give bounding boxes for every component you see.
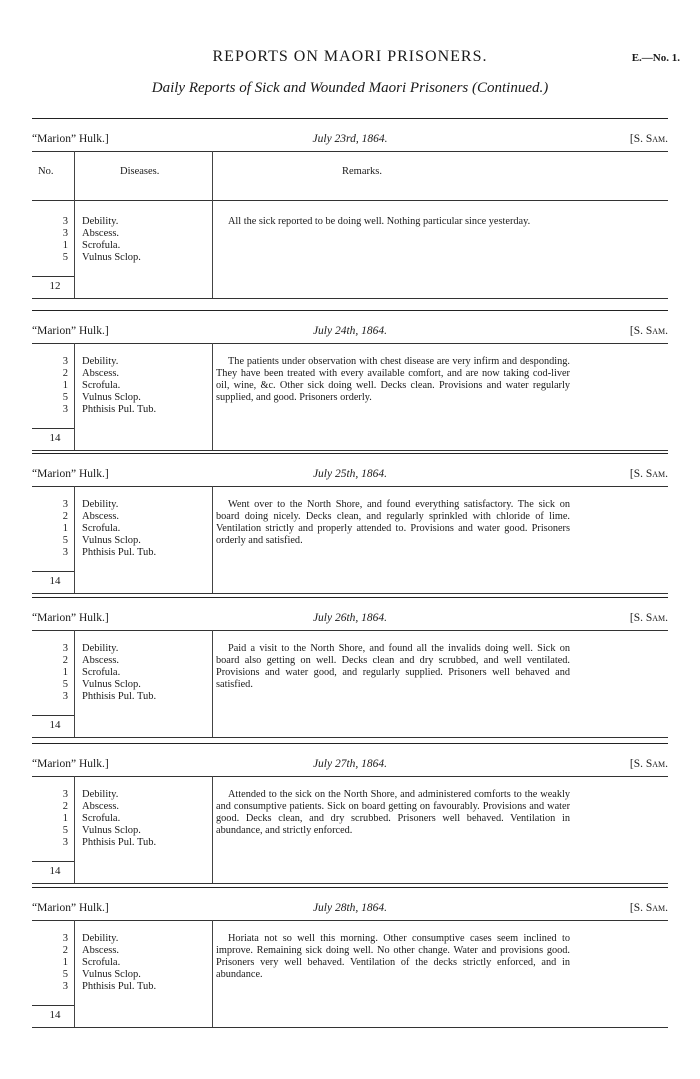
report-location: “Marion” Hulk.]	[32, 325, 109, 337]
disease-name: Vulnus Sclop.	[82, 252, 141, 263]
disease-count: 1	[62, 813, 68, 824]
column-header-remarks: Remarks.	[342, 166, 382, 177]
column-divider-diseases	[212, 776, 213, 883]
column-divider-no	[74, 200, 75, 298]
page-subtitle: Daily Reports of Sick and Wounded Maori Prisoners (Continued.)	[151, 80, 549, 96]
total-count: 12	[49, 280, 61, 292]
report-location: “Marion” Hulk.]	[32, 758, 109, 770]
disease-name: Debility.	[82, 356, 119, 367]
total-count: 14	[49, 1009, 61, 1021]
disease-count: 2	[62, 511, 68, 522]
report-remarks: Went over to the North Shore, and found everything satisfactory. The sick on board doing nicely. Decks clean, and regularly sprinkled with chloride of lime. Ventilation strictly and properly attended to. Provisions and water good. Prisoners orderly and satisfied.	[216, 499, 570, 546]
section-bottom-rule	[32, 450, 668, 451]
column-divider-diseases	[212, 920, 213, 1027]
header-rule	[32, 920, 668, 921]
report-date: July 24th, 1864.	[312, 325, 388, 337]
disease-count: 2	[62, 945, 68, 956]
disease-name: Debility.	[82, 789, 119, 800]
disease-counts	[42, 933, 68, 993]
report-date: July 23rd, 1864.	[312, 133, 388, 145]
disease-count: 1	[62, 957, 68, 968]
report-signature: [S. Sam.	[629, 612, 668, 624]
report-signature: [S. Sam.	[629, 133, 668, 145]
disease-name: Phthisis Pul. Tub.	[82, 691, 157, 702]
disease-count: 3	[62, 216, 68, 227]
disease-name: Scrofula.	[82, 380, 121, 391]
disease-name: Abscess.	[82, 655, 120, 666]
report-location: “Marion” Hulk.]	[32, 612, 109, 624]
column-divider-no-head	[74, 151, 75, 200]
section-top-rule	[32, 743, 668, 744]
disease-name: Debility.	[82, 643, 119, 654]
disease-count: 3	[62, 356, 68, 367]
report-remarks: All the sick reported to be doing well. Nothing particular since yesterday.	[228, 216, 531, 227]
total-count: 14	[49, 575, 61, 587]
section-top-rule	[32, 310, 668, 311]
disease-name: Debility.	[82, 933, 119, 944]
disease-count: 2	[62, 801, 68, 812]
total-count: 14	[49, 432, 61, 444]
disease-count: 3	[62, 547, 68, 558]
disease-count: 3	[62, 643, 68, 654]
report-date: July 25th, 1864.	[312, 468, 388, 480]
disease-counts	[42, 356, 68, 416]
page-title: REPORTS ON MAORI PRISONERS.	[212, 48, 488, 65]
disease-count: 3	[62, 933, 68, 944]
header-rule	[32, 151, 668, 152]
total-rule	[32, 428, 74, 429]
total-rule	[32, 715, 74, 716]
report-remarks: The patients under observation with chest disease are very infirm and desponding. They have been treated with every available comfort, and are now taking cod-liver oil, wine, &c. Other sick doing well. Decks clean. Provisions and water regularly supplied, and good. Prisoners orderly.	[216, 356, 570, 403]
disease-count: 2	[62, 368, 68, 379]
section-top-rule	[32, 118, 668, 119]
section-bottom-rule	[32, 883, 668, 884]
report-date: July 27th, 1864.	[312, 758, 388, 770]
disease-name: Vulnus Sclop.	[82, 679, 141, 690]
column-divider-no	[74, 486, 75, 593]
disease-name: Vulnus Sclop.	[82, 392, 141, 403]
disease-count: 5	[62, 679, 68, 690]
disease-count: 3	[62, 981, 68, 992]
column-header-diseases: Diseases.	[120, 166, 160, 177]
disease-list	[82, 789, 156, 849]
report-signature: [S. Sam.	[629, 468, 668, 480]
disease-name: Debility.	[82, 216, 119, 227]
disease-count: 5	[62, 969, 68, 980]
disease-name: Phthisis Pul. Tub.	[82, 981, 157, 992]
disease-name: Vulnus Sclop.	[82, 825, 141, 836]
disease-count: 3	[62, 691, 68, 702]
disease-name: Phthisis Pul. Tub.	[82, 837, 157, 848]
disease-name: Scrofula.	[82, 667, 121, 678]
section-bottom-rule	[32, 737, 668, 738]
report-remarks: Horiata not so well this morning. Other consumptive cases seem inclined to improve. Remaining sick doing well. No other change. Water and provisions good. Prisoners very well behaved. Ventilation of the decks strictly enforced, and in abundance.	[216, 933, 570, 980]
section-bottom-rule	[32, 1027, 668, 1028]
disease-name: Phthisis Pul. Tub.	[82, 547, 157, 558]
disease-list	[82, 356, 156, 416]
disease-count: 2	[62, 655, 68, 666]
report-date: July 26th, 1864.	[312, 612, 388, 624]
disease-name: Abscess.	[82, 511, 120, 522]
disease-counts	[42, 643, 68, 703]
report-remarks: Paid a visit to the North Shore, and found all the invalids doing well. Sick on board also getting on well. Decks clean and dry scrubbed, and well ventilated. Provisions and water good, and regularly supplied. Prisoners well behaved and satisfied.	[216, 643, 570, 690]
header-rule	[32, 630, 668, 631]
section-top-rule	[32, 597, 668, 598]
column-header-no: No.	[38, 166, 54, 177]
column-divider-no	[74, 776, 75, 883]
disease-name: Vulnus Sclop.	[82, 535, 141, 546]
disease-count: 3	[62, 228, 68, 239]
total-rule	[32, 571, 74, 572]
disease-counts	[42, 789, 68, 849]
disease-name: Vulnus Sclop.	[82, 969, 141, 980]
disease-count: 1	[62, 380, 68, 391]
disease-name: Debility.	[82, 499, 119, 510]
disease-count: 5	[62, 392, 68, 403]
report-signature: [S. Sam.	[629, 902, 668, 914]
total-rule	[32, 276, 74, 277]
disease-counts	[42, 216, 68, 264]
disease-count: 5	[62, 825, 68, 836]
disease-name: Phthisis Pul. Tub.	[82, 404, 157, 415]
disease-count: 1	[62, 240, 68, 251]
disease-list	[82, 643, 156, 703]
header-rule	[32, 343, 668, 344]
report-location: “Marion” Hulk.]	[32, 468, 109, 480]
disease-list	[82, 499, 156, 559]
disease-name: Scrofula.	[82, 813, 121, 824]
disease-name: Abscess.	[82, 228, 120, 239]
header-rule	[32, 776, 668, 777]
disease-name: Scrofula.	[82, 240, 121, 251]
section-top-rule	[32, 453, 668, 454]
disease-name: Abscess.	[82, 368, 120, 379]
document-code: E.—No. 1.	[631, 52, 680, 64]
section-bottom-rule	[32, 593, 668, 594]
disease-name: Abscess.	[82, 801, 120, 812]
disease-name: Abscess.	[82, 945, 120, 956]
report-date: July 28th, 1864.	[312, 902, 388, 914]
disease-name: Scrofula.	[82, 957, 121, 968]
report-signature: [S. Sam.	[629, 325, 668, 337]
column-divider-no	[74, 920, 75, 1027]
disease-count: 1	[62, 667, 68, 678]
total-count: 14	[49, 719, 61, 731]
report-location: “Marion” Hulk.]	[32, 902, 109, 914]
disease-name: Scrofula.	[82, 523, 121, 534]
total-count: 14	[49, 865, 61, 877]
disease-count: 3	[62, 837, 68, 848]
column-divider-no	[74, 630, 75, 737]
column-header-rule	[32, 200, 668, 201]
disease-counts	[42, 499, 68, 559]
disease-count: 5	[62, 535, 68, 546]
disease-count: 3	[62, 789, 68, 800]
column-divider-diseases	[212, 343, 213, 450]
report-remarks: Attended to the sick on the North Shore, and administered comforts to the weakly and consumptive patients. Sick on board getting on favourably. Provisions and water good. Decks clean, and dry scrubbed. Prisoners well behaved. Ventilation in abundance, and strictly enforced.	[216, 789, 570, 836]
report-signature: [S. Sam.	[629, 758, 668, 770]
total-rule	[32, 861, 74, 862]
disease-list	[82, 933, 156, 993]
section-bottom-rule	[32, 298, 668, 299]
column-divider-diseases	[212, 151, 213, 298]
disease-count: 5	[62, 252, 68, 263]
section-top-rule	[32, 887, 668, 888]
column-divider-no	[74, 343, 75, 450]
disease-count: 3	[62, 499, 68, 510]
total-rule	[32, 1005, 74, 1006]
disease-list	[82, 216, 141, 264]
disease-count: 1	[62, 523, 68, 534]
disease-count: 3	[62, 404, 68, 415]
report-location: “Marion” Hulk.]	[32, 133, 109, 145]
column-divider-diseases	[212, 486, 213, 593]
column-divider-diseases	[212, 630, 213, 737]
header-rule	[32, 486, 668, 487]
